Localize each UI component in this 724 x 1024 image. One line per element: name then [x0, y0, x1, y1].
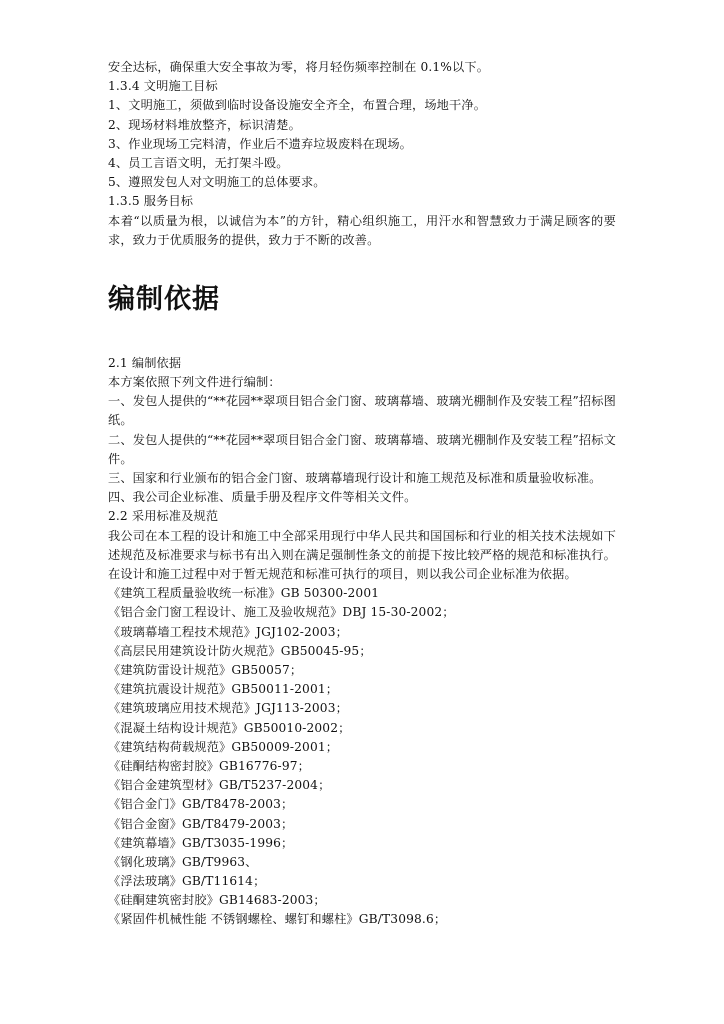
- basis-item-3: 三、国家和行业颁布的铝合金门窗、玻璃幕墙现行设计和施工规范及标准和质量验收标准。: [108, 471, 602, 486]
- basis-item-4: 四、我公司企业标准、质量手册及程序文件等相关文件。: [108, 490, 417, 505]
- service-target-subheading: 1.3.5 服务目标: [108, 194, 194, 209]
- document-page: [108, 58, 616, 930]
- list-item: 《铝合金窗》GB/T8479-2003；: [108, 816, 294, 831]
- basis-subheading: 2.1 编制依据: [108, 355, 182, 370]
- basis-intro: 本方案依照下列文件进行编制：: [108, 375, 281, 390]
- list-item: 《玻璃幕墙工程技术规范》JGJ102-2003；: [108, 624, 348, 639]
- list-item: 《高层民用建筑设计防火规范》GB50045-95；: [108, 643, 372, 658]
- list-item: 《铝合金门》GB/T8478-2003；: [108, 797, 294, 812]
- list-item: 《建筑幕墙》GB/T3035-1996；: [108, 835, 294, 850]
- list-item: 《铝合金建筑型材》GB/T5237-2004；: [108, 778, 331, 793]
- section-basis: [108, 354, 616, 930]
- standards-paragraph: 我公司在本工程的设计和施工中全部采用现行中华人民共和国国标和行业的相关技术法规如下述规范及标准要求与标书有出入则在满足强制性条文的前提下按比较严格的规范和标准执行。在设计和施工过程中对于暂无规范和标准可执行的项目，则以我公司企业标准为依据。: [108, 528, 616, 582]
- civilized-item-3: 3、作业现场工完料清，作业后不遗弃垃圾废料在现场。: [108, 136, 413, 151]
- basis-item-2: 二、发包人提供的“**花园**翠项目铝合金门窗、玻璃幕墙、玻璃光棚制作及安装工程”招标文件。: [108, 432, 616, 466]
- standards-subheading: 2.2 采用标准及规范: [108, 509, 219, 524]
- civilized-item-5: 5、遵照发包人对文明施工的总体要求。: [108, 175, 326, 190]
- list-item: 《钢化玻璃》GB/T9963、: [108, 854, 258, 869]
- civilized-item-2: 2、现场材料堆放整齐，标识清楚。: [108, 117, 301, 132]
- list-item: 《硅酮结构密封胶》GB16776-97；: [108, 758, 310, 773]
- list-item: 《建筑工程质量验收统一标准》GB 50300-2001: [108, 586, 380, 601]
- list-item: 《紧固件机械性能 不锈钢螺栓、螺钉和螺柱》GB/T3098.6；: [108, 912, 447, 927]
- list-item: 《铝合金门窗工程设计、施工及验收规范》DBJ 15-30-2002；: [108, 605, 455, 620]
- standards-list: [108, 584, 616, 929]
- safety-target-line: 安全达标，确保重大安全事故为零，将月轻伤频率控制在 0.1%以下。: [108, 60, 490, 74]
- basis-item-1: 一、发包人提供的“**花园**翠项目铝合金门窗、玻璃幕墙、玻璃光棚制作及安装工程”招标图纸。: [108, 394, 616, 428]
- list-item: 《混凝土结构设计规范》GB50010-2002；: [108, 720, 351, 735]
- list-item: 《建筑抗震设计规范》GB50011-2001；: [108, 682, 339, 697]
- list-item: 《建筑防雷设计规范》GB50057；: [108, 663, 303, 678]
- service-target-paragraph: 本着“以质量为根，以诚信为本”的方针，精心组织施工，用汗水和智慧致力于满足顾客的要求，致力于优质服务的提供，致力于不断的改善。: [108, 213, 616, 247]
- list-item: 《浮法玻璃》GB/T11614；: [108, 874, 266, 889]
- civilized-item-1: 1、文明施工，须做到临时设备设施安全齐全，布置合理，场地干净。: [108, 98, 487, 113]
- list-item: 《建筑玻璃应用技术规范》JGJ113-2003；: [108, 701, 348, 716]
- civilized-construction-subheading: 1.3.4 文明施工目标: [108, 79, 218, 94]
- list-item: 《硅酮建筑密封胶》GB14683-2003；: [108, 893, 326, 908]
- civilized-item-4: 4、员工言语文明，无打架斗殴。: [108, 155, 289, 170]
- section-targets: [108, 58, 616, 250]
- list-item: 《建筑结构荷载规范》GB50009-2001；: [108, 739, 339, 754]
- section-heading: 编制依据: [108, 283, 220, 315]
